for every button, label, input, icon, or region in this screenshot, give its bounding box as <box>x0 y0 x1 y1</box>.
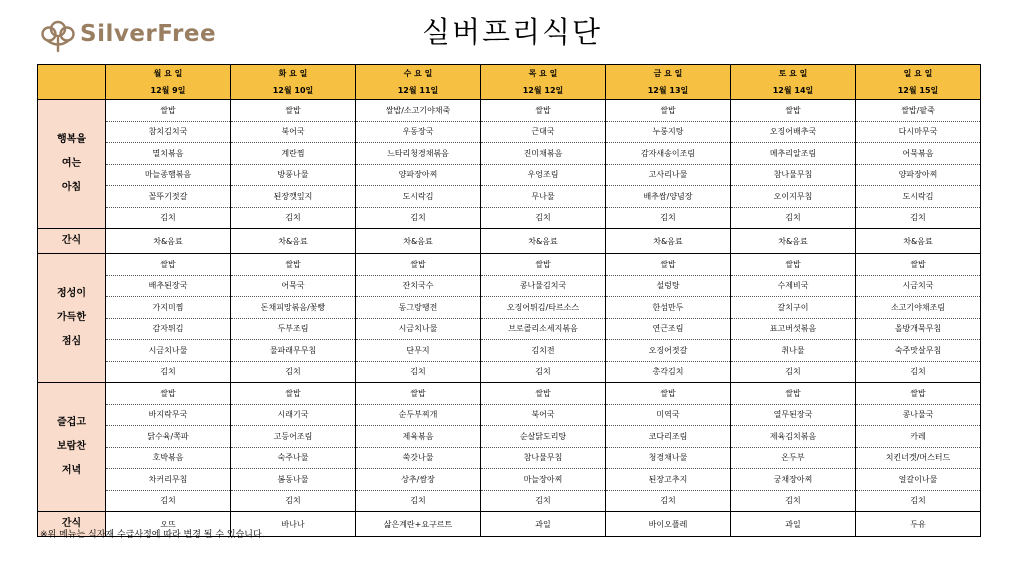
meal-label <box>38 254 106 383</box>
menu-cell: 쌀밥 <box>231 254 356 276</box>
menu-cell: 시금치나물 <box>356 318 481 340</box>
menu-cell: 단무지 <box>356 340 481 362</box>
menu-row <box>38 340 981 362</box>
menu-cell: 쌀밥 <box>231 100 356 122</box>
menu-cell: 숙주맛살무침 <box>856 340 981 362</box>
menu-cell: 우엉조림 <box>481 164 606 186</box>
menu-cell: 두부조림 <box>231 318 356 340</box>
menu-cell: 바이오플레 <box>606 512 731 537</box>
menu-cell: 다시마무국 <box>856 121 981 143</box>
menu-cell: 청경채나물 <box>606 447 731 469</box>
logo-text: SilverFree <box>80 21 217 47</box>
menu-cell: 김치 <box>606 490 731 512</box>
day-date-header: 12월 14일 <box>731 81 856 100</box>
menu-cell: 삶은계란+요구르트 <box>356 512 481 537</box>
menu-cell: 차&음료 <box>606 229 731 254</box>
menu-cell: 차커리무침 <box>106 469 231 491</box>
meal-label <box>38 383 106 512</box>
menu-cell: 차&음료 <box>356 229 481 254</box>
menu-cell: 차&음료 <box>106 229 231 254</box>
menu-cell: 쌀밥 <box>356 254 481 276</box>
menu-row <box>38 297 981 319</box>
menu-cell: 오징어튀김/타르소스 <box>481 297 606 319</box>
menu-cell: 쌀밥 <box>731 254 856 276</box>
menu-cell: 도시락김 <box>356 186 481 208</box>
menu-cell: 김치 <box>856 490 981 512</box>
menu-body <box>38 100 981 537</box>
menu-cell: 김치 <box>231 207 356 229</box>
menu-cell: 돈채피망볶음/꽃빵 <box>231 297 356 319</box>
menu-cell: 연근조림 <box>606 318 731 340</box>
menu-cell: 된장고추지 <box>606 469 731 491</box>
menu-cell: 쌀밥 <box>481 100 606 122</box>
menu-cell: 오징어배추국 <box>731 121 856 143</box>
menu-cell: 한섬만두 <box>606 297 731 319</box>
menu-cell: 숙주나물 <box>231 447 356 469</box>
menu-cell: 김치 <box>356 361 481 383</box>
menu-table <box>37 64 981 537</box>
menu-cell: 감자튀김 <box>106 318 231 340</box>
day-name-header: 토 요 일 <box>731 65 856 82</box>
menu-cell: 호박볶음 <box>106 447 231 469</box>
day-name-header: 목 요 일 <box>481 65 606 82</box>
menu-cell: 가지미찜 <box>106 297 231 319</box>
menu-cell: 올방개묵무침 <box>856 318 981 340</box>
menu-cell: 어묵국 <box>231 275 356 297</box>
menu-cell: 소고기야채조림 <box>856 297 981 319</box>
menu-cell: 도시락김 <box>856 186 981 208</box>
menu-cell: 우동장국 <box>356 121 481 143</box>
menu-cell: 쌀밥 <box>856 383 981 405</box>
menu-cell: 김치 <box>481 490 606 512</box>
menu-cell: 김치 <box>356 207 481 229</box>
menu-cell: 순살닭도리탕 <box>481 426 606 448</box>
menu-cell: 김치 <box>731 361 856 383</box>
menu-cell: 물파래무무침 <box>231 340 356 362</box>
menu-cell: 설렁탕 <box>606 275 731 297</box>
menu-cell: 쌀밥 <box>356 383 481 405</box>
menu-cell: 과일 <box>731 512 856 537</box>
menu-cell: 참나물무침 <box>731 164 856 186</box>
menu-cell: 쌀밥 <box>106 100 231 122</box>
menu-cell: 김치 <box>481 207 606 229</box>
menu-cell: 쌀밥 <box>856 254 981 276</box>
menu-cell: 누룽지탕 <box>606 121 731 143</box>
menu-cell: 쌀밥/소고기야채죽 <box>356 100 481 122</box>
menu-cell: 과일 <box>481 512 606 537</box>
menu-cell: 쌀밥/팥죽 <box>856 100 981 122</box>
menu-cell: 김치 <box>106 361 231 383</box>
menu-cell: 총각김치 <box>606 361 731 383</box>
day-name-header: 화 요 일 <box>231 65 356 82</box>
menu-cell: 오뜨 <box>106 512 231 537</box>
menu-cell: 오징어젓갈 <box>606 340 731 362</box>
menu-cell: 차&음료 <box>856 229 981 254</box>
menu-cell: 수제비국 <box>731 275 856 297</box>
day-name-header: 금 요 일 <box>606 65 731 82</box>
menu-cell: 느타리청경채볶음 <box>356 143 481 165</box>
menu-row <box>38 426 981 448</box>
meal-label-line: 아침 <box>61 182 82 193</box>
menu-cell: 김치전 <box>481 340 606 362</box>
menu-cell: 오이지무침 <box>731 186 856 208</box>
menu-row <box>38 207 981 229</box>
menu-row <box>38 121 981 143</box>
menu-cell: 꼴뚜기젓갈 <box>106 186 231 208</box>
menu-cell: 김치 <box>856 207 981 229</box>
menu-cell: 콩나물국 <box>856 404 981 426</box>
menu-cell: 쌀밥 <box>606 383 731 405</box>
menu-row <box>38 100 981 122</box>
menu-cell: 봄동나물 <box>231 469 356 491</box>
menu-cell: 쌀밥 <box>731 383 856 405</box>
day-name-header: 일 요 일 <box>856 65 981 82</box>
menu-cell: 두유 <box>856 512 981 537</box>
day-date-header: 12월 15일 <box>856 81 981 100</box>
menu-row <box>38 490 981 512</box>
menu-cell: 제육볶음 <box>356 426 481 448</box>
menu-cell: 김치 <box>106 490 231 512</box>
menu-cell: 순두부찌개 <box>356 404 481 426</box>
meal-label-line: 보람찬 <box>57 441 86 452</box>
menu-cell: 차&음료 <box>231 229 356 254</box>
menu-cell: 고사리나물 <box>606 164 731 186</box>
menu-cell: 쌀밥 <box>106 254 231 276</box>
menu-cell: 쑥갓나물 <box>356 447 481 469</box>
header-row-day-names <box>38 65 981 82</box>
day-date-header: 12월 9일 <box>106 81 231 100</box>
menu-cell: 차&음료 <box>731 229 856 254</box>
menu-cell: 김치 <box>231 361 356 383</box>
menu-cell: 갈치구이 <box>731 297 856 319</box>
menu-row <box>38 275 981 297</box>
menu-cell: 상추/쌈장 <box>356 469 481 491</box>
menu-cell: 양파장아찌 <box>856 164 981 186</box>
menu-cell: 멸치볶음 <box>106 143 231 165</box>
day-date-header: 12월 10일 <box>231 81 356 100</box>
menu-cell: 북어국 <box>481 404 606 426</box>
menu-row <box>38 318 981 340</box>
meal-label-line: 즐겁고 <box>57 417 86 428</box>
menu-cell: 미역국 <box>606 404 731 426</box>
menu-cell: 치킨너겟/머스터드 <box>856 447 981 469</box>
header-row-dates <box>38 81 981 100</box>
menu-cell: 김치 <box>606 207 731 229</box>
menu-row <box>38 164 981 186</box>
menu-cell: 방풍나물 <box>231 164 356 186</box>
meal-label <box>38 100 106 229</box>
menu-cell: 차&음료 <box>481 229 606 254</box>
menu-cell: 열무된장국 <box>731 404 856 426</box>
menu-row <box>38 404 981 426</box>
menu-cell: 브로콜리소세지볶음 <box>481 318 606 340</box>
menu-cell: 김치 <box>481 361 606 383</box>
menu-cell: 쌀밥 <box>731 100 856 122</box>
menu-row <box>38 254 981 276</box>
meal-label-line: 가득한 <box>57 312 86 323</box>
menu-cell: 카레 <box>856 426 981 448</box>
menu-cell: 무나물 <box>481 186 606 208</box>
menu-cell: 고등어조림 <box>231 426 356 448</box>
menu-cell: 메추리알조림 <box>731 143 856 165</box>
meal-label-line: 점심 <box>61 336 82 347</box>
menu-cell: 김치 <box>856 361 981 383</box>
menu-cell: 배추쌈/양념장 <box>606 186 731 208</box>
day-date-header: 12월 12일 <box>481 81 606 100</box>
menu-cell: 감자새송이조림 <box>606 143 731 165</box>
meal-label <box>38 229 106 254</box>
menu-cell: 양파장아찌 <box>356 164 481 186</box>
menu-cell: 취나물 <box>731 340 856 362</box>
menu-row <box>38 469 981 491</box>
menu-cell: 김치 <box>731 490 856 512</box>
menu-cell: 코다리조림 <box>606 426 731 448</box>
menu-cell: 진미채볶음 <box>481 143 606 165</box>
menu-cell: 콩나물김치국 <box>481 275 606 297</box>
menu-cell: 쌀밥 <box>106 383 231 405</box>
menu-row <box>38 186 981 208</box>
menu-cell: 잔치국수 <box>356 275 481 297</box>
menu-cell: 시래기국 <box>231 404 356 426</box>
menu-cell: 닭수육/쪽파 <box>106 426 231 448</box>
menu-cell: 궁채장아찌 <box>731 469 856 491</box>
menu-cell: 온두부 <box>731 447 856 469</box>
meal-label-line: 여는 <box>61 158 82 169</box>
menu-cell: 바나나 <box>231 512 356 537</box>
menu-row <box>38 143 981 165</box>
menu-cell: 김치 <box>106 207 231 229</box>
menu-cell: 쌀밥 <box>481 383 606 405</box>
menu-row <box>38 447 981 469</box>
menu-cell: 참치김치국 <box>106 121 231 143</box>
menu-cell: 바지락무국 <box>106 404 231 426</box>
menu-cell: 북어국 <box>231 121 356 143</box>
menu-cell: 참나물무침 <box>481 447 606 469</box>
day-date-header: 12월 13일 <box>606 81 731 100</box>
day-name-header: 월 요 일 <box>106 65 231 82</box>
meal-label-line: 저녁 <box>61 465 82 476</box>
header-corner <box>38 65 106 100</box>
menu-cell: 동그랑땡전 <box>356 297 481 319</box>
menu-cell: 쌀밥 <box>231 383 356 405</box>
menu-cell: 쌀밥 <box>606 100 731 122</box>
footnote: ※위 메뉴는 식자재 수급사정에 따라 변경 될 수 있습니다. <box>40 530 265 540</box>
menu-cell: 쌀밥 <box>606 254 731 276</box>
day-name-header: 수 요 일 <box>356 65 481 82</box>
menu-row <box>38 361 981 383</box>
menu-cell: 얼갈이나물 <box>856 469 981 491</box>
menu-cell: 김치 <box>731 207 856 229</box>
menu-cell: 시금치국 <box>856 275 981 297</box>
menu-cell: 마늘장아찌 <box>481 469 606 491</box>
menu-cell: 배추된장국 <box>106 275 231 297</box>
menu-cell: 김치 <box>231 490 356 512</box>
menu-cell: 마늘종햄볶음 <box>106 164 231 186</box>
menu-cell: 된장깻잎지 <box>231 186 356 208</box>
day-date-header: 12월 11일 <box>356 81 481 100</box>
meal-label-line: 행복을 <box>57 134 86 145</box>
menu-row <box>38 383 981 405</box>
page-title: 실버프리식단 <box>421 15 603 49</box>
menu-cell: 시금치나물 <box>106 340 231 362</box>
meal-label-line: 정성이 <box>57 288 86 299</box>
menu-row <box>38 229 981 254</box>
menu-cell: 쌀밥 <box>481 254 606 276</box>
menu-cell: 제육김치볶음 <box>731 426 856 448</box>
menu-cell: 김치 <box>356 490 481 512</box>
meal-label-line: 간식 <box>61 518 82 529</box>
menu-cell: 표고버섯볶음 <box>731 318 856 340</box>
menu-cell: 계란찜 <box>231 143 356 165</box>
menu-cell: 근대국 <box>481 121 606 143</box>
menu-cell: 어묵볶음 <box>856 143 981 165</box>
meal-label-line: 간식 <box>61 235 82 246</box>
